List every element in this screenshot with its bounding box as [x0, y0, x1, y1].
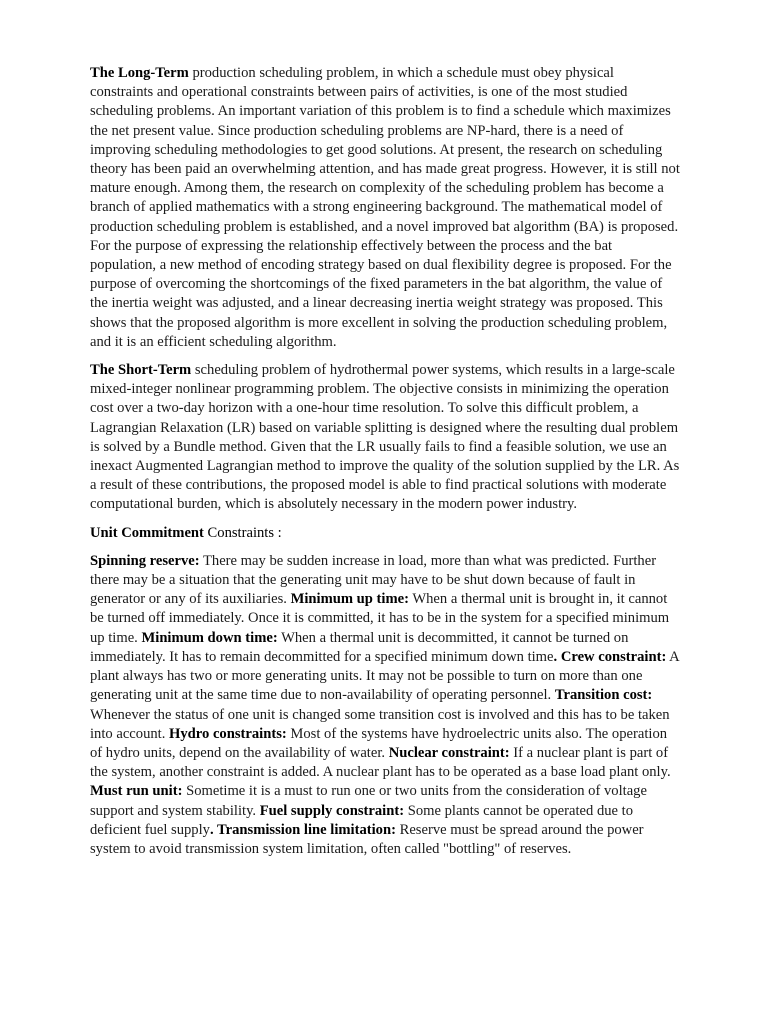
long-term-lead: The Long-Term	[90, 65, 189, 81]
short-term-body: scheduling problem of hydrothermal power systems, which results in a large-scale mixed-integer nonlinear programming problem. The objective consists in minimizing the operation cost over a two-day horizon with a one-hour time resolution. To solve this difficult problem, a Lagrangian Relaxation (LR) based on variable splitting is designed where the resulting dual problem is solved by a Bundle method. Given that the LR usually fails to find a feasible solution, we use an inexact Augmented Lagrangian method to improve the quality of the solution supplied by the LR. As a result of these contributions, the proposed model is able to find practical solutions with moderate computational burden, which is absolutely necessary in the modern power industry.	[90, 362, 680, 513]
constraint-text: Whenever the status of one unit is changed some transition cost is involved and this has to be taken into account.	[90, 706, 670, 742]
constraint-label: Transition cost:	[554, 687, 653, 704]
long-term-paragraph	[90, 64, 680, 352]
long-term-body: production scheduling problem, in which a schedule must obey physical constraints and operational constraints between pairs of activities, is one of the most studied scheduling problems. An important variation of this problem is to find a schedule which maximizes the net present value. Since production scheduling problems are NP-hard, there is a need of improving scheduling methodologies to get good solutions. At present, the research on scheduling theory has been paid an overwhelming attention, and has made great progress. However, it is still not mature enough. Among them, the research on complexity of the scheduling problem has become a branch of applied mathematics with a strong engineering background. The mathematical model of production scheduling problem is established, and a novel improved bat algorithm (BA) is proposed. For the purpose of expressing the relationship effectively between the process and the bat population, a new method of encoding strategy based on dual flexibility degree is proposed. For the purpose of overcoming the shortcomings of the fixed parameters in the bat algorithm, the value of the inertia weight was adjusted, and a linear decreasing inertia weight strategy was proposed. This shows that the proposed algorithm is more excellent in solving the production scheduling problem, and it is an efficient scheduling algorithm.	[90, 65, 680, 350]
constraint-text: When a thermal unit is brought in, it cannot be turned off immediately. Once it is committed, it has to be in the system for a specified minimum up time.	[90, 591, 670, 646]
short-term-paragraph	[90, 361, 680, 515]
document-page	[90, 64, 680, 868]
unit-commitment-heading-bold: Unit Commitment	[90, 524, 204, 541]
constraint-text: Some plants cannot be operated due to deficient fuel supply	[90, 802, 634, 838]
constraint-label: . Crew constraint:	[553, 648, 667, 665]
short-term-lead: The Short-Term	[90, 362, 192, 379]
constraint-text: There may be sudden increase in load, more than what was predicted. Further there may be a situation that the generating unit may have to be shut down because of fault in generator or any of its auxiliaries.	[90, 552, 657, 608]
constraint-label: Minimum down time:	[141, 629, 278, 646]
constraint-label: . Transmission line limitation:	[209, 821, 396, 838]
constraint-label: Nuclear constraint:	[388, 744, 510, 761]
constraint-label: Must run unit:	[90, 783, 183, 800]
unit-commitment-heading-rest: Constraints :	[203, 524, 282, 541]
constraint-label: Minimum up time:	[290, 591, 409, 608]
constraints-paragraph	[90, 552, 680, 859]
constraint-text: Most of the systems have hydroelectric units also. The operation of hydro units, depend on the availability of water.	[90, 725, 668, 761]
constraint-text: Sometime it is a must to run one or two units from the consideration of voltage support and system stability.	[90, 783, 647, 819]
constraint-label: Fuel supply constraint:	[259, 802, 405, 819]
constraint-text: If a nuclear plant is part of the system, another constraint is added. A nuclear plant has to be operated as a base load plant only.	[90, 744, 671, 781]
constraint-text: When a thermal unit is decommitted, it cannot be turned on immediately. It has to remain decommitted for a specified minimum down time	[90, 629, 629, 665]
unit-commitment-heading	[90, 524, 680, 543]
constraint-label: Spinning reserve:	[90, 552, 200, 569]
constraint-text: A plant always has two or more generating units. It may not be possible to turn on more than one generating unit at the same time due to non-availability of operating personnel.	[90, 648, 679, 704]
constraint-label: Hydro constraints:	[169, 725, 287, 742]
constraint-text: Reserve must be spread around the power system to avoid transmission system limitation, often called "bottling" of reserves.	[90, 821, 644, 857]
